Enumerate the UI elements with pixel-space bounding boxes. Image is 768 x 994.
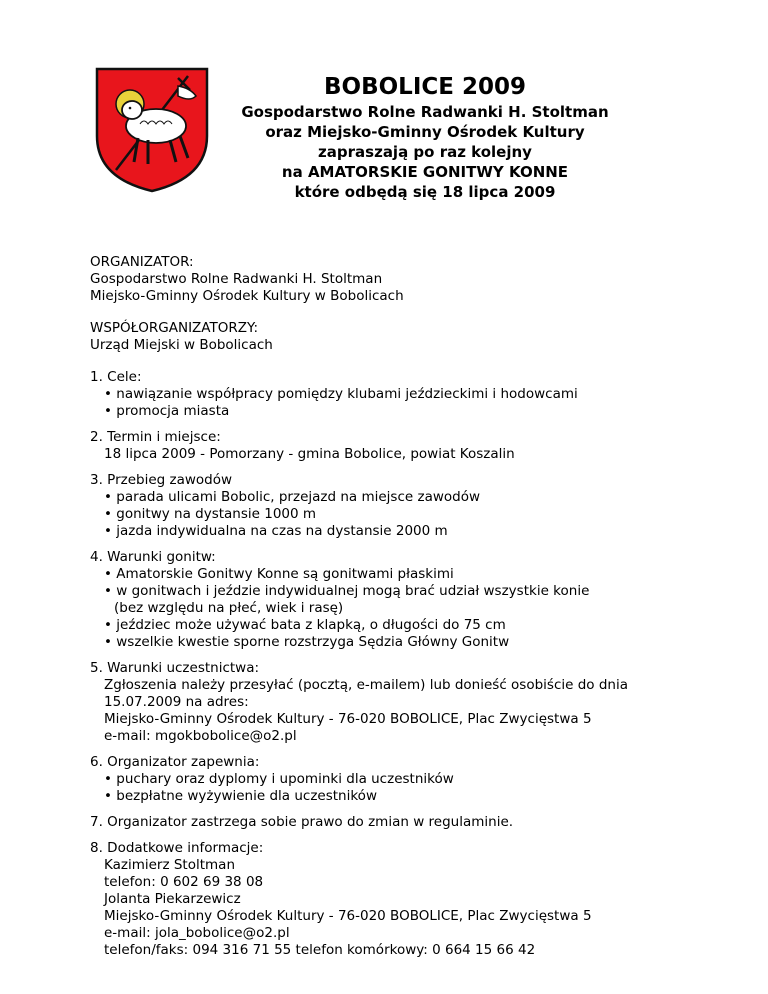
section-7 (90, 814, 750, 831)
organizer-line: Miejsko-Gminny Ośrodek Kultury w Bobolicach (90, 288, 404, 304)
section-line: Miejsko-Gminny Ośrodek Kultury - 76-020 BOBOLICE, Plac Zwycięstwa 5 (104, 908, 592, 924)
bullet-item: • puchary oraz dyplomy i upominki dla uczestników (90, 771, 750, 788)
bullet-item: • bezpłatne wyżywienie dla uczestników (90, 788, 750, 805)
organizer-label: ORGANIZATOR: (90, 254, 194, 270)
section-line: 18 lipca 2009 - Pomorzany - gmina Bobolice, powiat Koszalin (104, 446, 515, 462)
headline-line: zapraszają po raz kolejny (318, 143, 532, 161)
bullet-item: • wszelkie kwestie sporne rozstrzyga Sędzia Główny Gonitw (90, 634, 750, 651)
section-heading: 7. Organizator zastrzega sobie prawo do zmian w regulaminie. (90, 814, 514, 830)
bullet-item: • promocja miasta (90, 403, 750, 420)
section-heading: 5. Warunki uczestnictwa: (90, 660, 260, 676)
organizer-line: Gospodarstwo Rolne Radwanki H. Stoltman (90, 271, 383, 287)
organizer-block (90, 254, 750, 305)
event-headline (230, 72, 620, 202)
section-5 (90, 660, 750, 745)
section-heading: 4. Warunki gonitw: (90, 549, 216, 565)
section-line: e-mail: mgokbobolice@o2.pl (104, 728, 297, 744)
headline-line: Gospodarstwo Rolne Radwanki H. Stoltman (241, 103, 609, 121)
bullet-item: • w gonitwach i jeździe indywidualnej mogą brać udział wszystkie konie (90, 583, 750, 600)
section-heading: 1. Cele: (90, 369, 142, 385)
event-title: BOBOLICE 2009 (324, 74, 526, 100)
section-line: Zgłoszenia należy przesyłać (pocztą, e-mailem) lub donieść osobiście do dnia (104, 677, 628, 693)
document-body (90, 254, 750, 968)
bullet-item: • parada ulicami Bobolic, przejazd na miejsce zawodów (90, 489, 750, 506)
section-line: telefon: 0 602 69 38 08 (104, 874, 264, 890)
coorganizers-block (90, 320, 750, 354)
section-4 (90, 549, 750, 651)
section-heading: 6. Organizator zapewnia: (90, 754, 260, 770)
bullet-item: • Amatorskie Gonitwy Konne są gonitwami płaskimi (90, 566, 750, 583)
bullet-item: • jeździec może używać bata z klapką, o długości do 75 cm (90, 617, 750, 634)
section-line: (bez względu na płeć, wiek i rasę) (114, 600, 344, 616)
headline-line: które odbędą się 18 lipca 2009 (294, 183, 556, 201)
section-heading: 3. Przebieg zawodów (90, 472, 233, 488)
lamb-of-god-crest-icon (94, 66, 210, 194)
section-line: telefon/faks: 094 316 71 55 telefon komórkowy: 0 664 15 66 42 (104, 942, 536, 958)
bullet-item: • nawiązanie współpracy pomiędzy klubami jeździeckimi i hodowcami (90, 386, 750, 403)
section-2 (90, 429, 750, 463)
regulation-sections (90, 369, 750, 959)
section-line: Miejsko-Gminny Ośrodek Kultury - 76-020 BOBOLICE, Plac Zwycięstwa 5 (104, 711, 592, 727)
section-line: 15.07.2009 na adres: (104, 694, 249, 710)
headline-line: na AMATORSKIE GONITWY KONNE (281, 163, 569, 181)
section-8 (90, 840, 750, 959)
section-3 (90, 472, 750, 540)
coorganizers-line: Urząd Miejski w Bobolicach (90, 337, 273, 353)
section-heading: 8. Dodatkowe informacje: (90, 840, 264, 856)
coorganizers-label: WSPÓŁORGANIZATORZY: (90, 320, 258, 336)
bullet-item: • gonitwy na dystansie 1000 m (90, 506, 750, 523)
section-heading: 2. Termin i miejsce: (90, 429, 221, 445)
section-line: e-mail: jola_bobolice@o2.pl (104, 925, 290, 941)
section-line: Jolanta Piekarzewicz (104, 891, 241, 907)
section-6 (90, 754, 750, 805)
headline-line: oraz Miejsko-Gminny Ośrodek Kultury (265, 123, 585, 141)
bullet-item: • jazda indywidualna na czas na dystansie 2000 m (90, 523, 750, 540)
section-1 (90, 369, 750, 420)
section-line: Kazimierz Stoltman (104, 857, 236, 873)
